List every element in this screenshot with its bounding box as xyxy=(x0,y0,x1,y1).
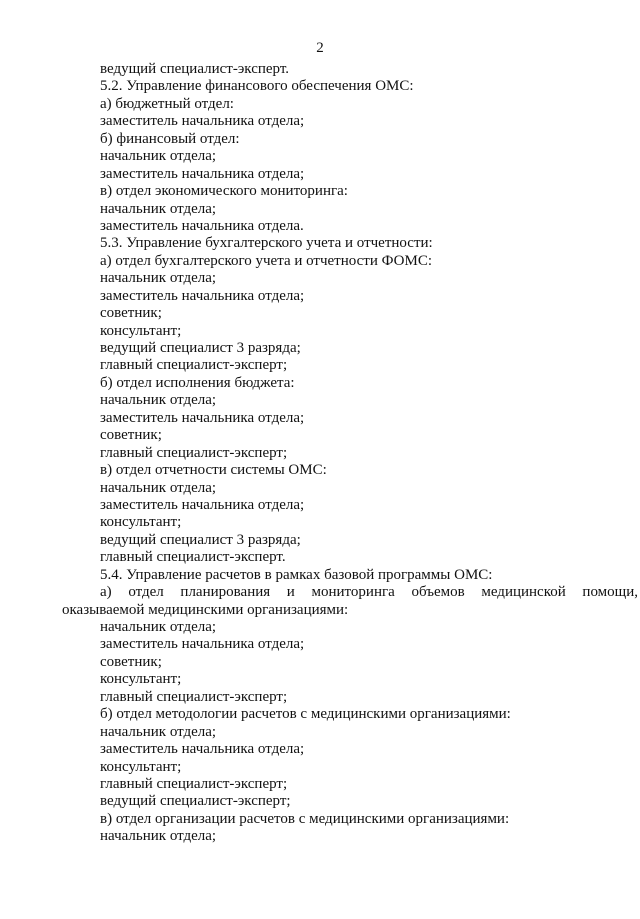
text-line: начальник отдела; xyxy=(100,270,217,287)
text-line: заместитель начальника отдела; xyxy=(100,741,305,758)
text-line: заместитель начальника отдела; xyxy=(100,496,305,513)
subsection-heading: а) отдел бухгалтерского учета и отчетности ФОМС: xyxy=(100,252,433,269)
subsection-heading: в) отдел отчетности системы ОМС: xyxy=(100,462,327,479)
text-line: главный специалист-эксперт; xyxy=(100,688,288,705)
text-line: ведущий специалист-эксперт. xyxy=(100,61,290,77)
subsection-heading: б) финансовый отдел: xyxy=(100,130,240,147)
text-line: заместитель начальника отдела; xyxy=(100,113,305,130)
text-line: консультант; xyxy=(100,758,182,775)
text-line: начальник отдела; xyxy=(100,200,217,217)
section-heading: 5.3. Управление бухгалтерского учета и отчетности: xyxy=(100,235,433,252)
text-line: начальник отдела; xyxy=(100,392,217,409)
subsection-heading-continuation: оказываемой медицинскими организациями: xyxy=(62,601,349,618)
text-line: главный специалист-эксперт; xyxy=(100,357,288,374)
text-line: консультант; xyxy=(100,322,182,339)
subsection-heading: в) отдел организации расчетов с медицинскими организациями: xyxy=(100,810,510,827)
subsection-heading: а) бюджетный отдел: xyxy=(100,95,234,112)
page-number: 2 xyxy=(316,40,324,56)
text-line: главный специалист-эксперт; xyxy=(100,775,288,792)
text-line: заместитель начальника отдела; xyxy=(100,409,305,426)
subsection-heading: б) отдел методологии расчетов с медицинскими организациями: xyxy=(100,706,511,723)
text-line: заместитель начальника отдела. xyxy=(100,217,304,234)
text-line: консультант; xyxy=(100,514,182,531)
text-line: советник; xyxy=(100,305,162,322)
text-line: начальник отдела; xyxy=(100,148,217,165)
text-line: консультант; xyxy=(100,671,182,688)
text-line: главный специалист-эксперт. xyxy=(100,549,286,566)
subsection-heading: б) отдел исполнения бюджета: xyxy=(100,374,295,391)
text-line: советник; xyxy=(100,427,162,444)
text-line: советник; xyxy=(100,653,162,670)
text-line: ведущий специалист 3 разряда; xyxy=(100,340,301,356)
text-line: начальник отдела; xyxy=(100,479,217,496)
text-line: начальник отдела; xyxy=(100,723,217,740)
subsection-heading: в) отдел экономического мониторинга: xyxy=(100,183,348,200)
text-line: ведущий специалист-эксперт; xyxy=(100,793,291,810)
section-heading: 5.2. Управление финансового обеспечения ОМС: xyxy=(100,78,414,95)
text-line: заместитель начальника отдела; xyxy=(100,636,305,653)
document-body xyxy=(62,61,638,846)
text-line: главный специалист-эксперт; xyxy=(100,444,288,461)
text-line: начальник отдела; xyxy=(100,619,217,635)
text-line: начальник отдела; xyxy=(100,828,217,845)
text-line: заместитель начальника отдела; xyxy=(100,287,305,304)
section-heading: 5.4. Управление расчетов в рамках базовой программы ОМС: xyxy=(100,566,493,583)
text-line: ведущий специалист 3 разряда; xyxy=(100,531,301,548)
subsection-heading: а) отдел планирования и мониторинга объемов медицинской помощи, xyxy=(100,584,638,601)
text-line: заместитель начальника отдела; xyxy=(100,165,305,182)
